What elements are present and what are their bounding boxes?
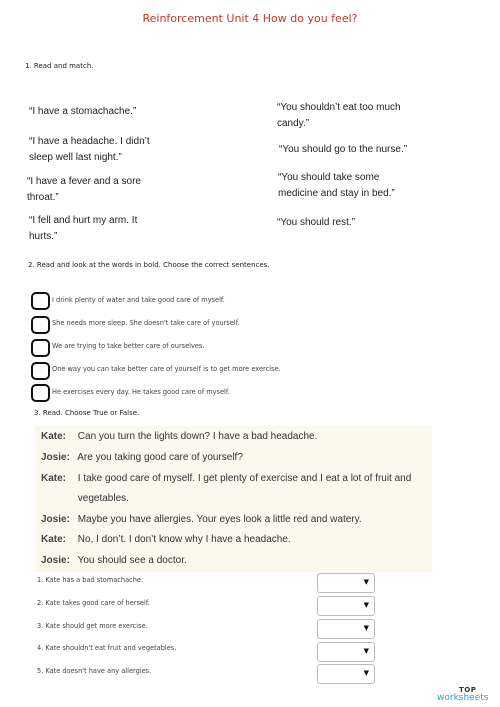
dialog-speaker: Kate:	[41, 473, 67, 484]
dialog-text: No, I don’t. I don’t know why I have a headache.	[77, 534, 291, 545]
sentence-2: She needs more sleep. She doesn't take care of yourself.	[52, 319, 240, 327]
answer-dropdown-4[interactable]	[317, 642, 375, 662]
answer-dropdown-3[interactable]	[317, 619, 375, 639]
answer-dropdown-2[interactable]	[317, 596, 375, 616]
match-right-2[interactable]	[279, 142, 459, 158]
logo-worksheets: worksheets	[437, 693, 489, 703]
match-right-2-line: “You should go to the nurse.”	[279, 144, 408, 155]
sentence-checkbox-5[interactable]	[31, 384, 50, 402]
dialog-line-7	[41, 555, 187, 566]
match-left-1[interactable]	[29, 104, 199, 120]
section3-heading: 3. Read. Choose True or False.	[34, 409, 140, 417]
section2-heading: 2. Read and look at the words in bold. Choose the correct sentences.	[28, 261, 270, 269]
sentence-4: One way you can take better care of yourself is to get more exercise.	[52, 365, 281, 373]
match-left-3-line2: throat.”	[27, 192, 59, 203]
section1-heading: 1. Read and match.	[25, 62, 94, 70]
match-right-4-line: “You should rest.”	[277, 217, 356, 228]
sentence-checkbox-2[interactable]	[31, 316, 50, 334]
dialog-text: You should see a doctor.	[77, 555, 187, 566]
match-left-3-line1: “I have a fever and a sore	[27, 176, 141, 187]
caret-down-icon: ▼	[363, 601, 369, 609]
dialog-line-1	[41, 431, 317, 442]
match-left-3[interactable]	[27, 174, 197, 206]
dialog-speaker: Kate:	[41, 534, 67, 545]
match-left-1-line: “I have a stomachache.”	[29, 106, 137, 117]
dialog-line-5	[41, 514, 362, 525]
dialog-speaker: Josie:	[41, 514, 70, 525]
match-left-4-line1: “I fell and hurt my arm. It	[29, 215, 138, 226]
caret-down-icon: ▼	[363, 624, 369, 632]
dialog-speaker: Josie:	[41, 452, 70, 463]
answer-dropdown-1[interactable]	[317, 573, 375, 593]
sentence-checkbox-4[interactable]	[31, 362, 50, 380]
caret-down-icon: ▼	[363, 578, 369, 586]
question-5: 5. Kate doesn't have any allergies.	[37, 667, 152, 675]
dialog-text: Are you taking good care of yourself?	[77, 452, 243, 463]
match-left-2-line1: “I have a headache. I didn’t	[29, 136, 150, 147]
caret-down-icon: ▼	[363, 669, 369, 677]
dialog-box	[35, 426, 432, 572]
match-left-4-line2: hurts.”	[29, 231, 58, 242]
dialog-text: Can you turn the lights down? I have a bad headache.	[77, 431, 318, 442]
match-right-3-line2: medicine and stay in bed.”	[278, 188, 395, 199]
sentence-3: We are trying to take better care of ourselves.	[52, 342, 205, 350]
dialog-text: I take good care of myself. I get plenty of exercise and I eat a lot of fruit and	[77, 473, 412, 484]
match-right-1[interactable]	[277, 100, 457, 132]
question-1: 1. Kate has a bad stomachache.	[37, 576, 144, 584]
dialog-speaker: Kate:	[41, 431, 67, 442]
match-right-1-line2: candy.”	[277, 118, 310, 129]
dialog-line-4	[41, 493, 129, 504]
sentence-checkbox-3[interactable]	[31, 339, 50, 357]
match-right-1-line1: “You shouldn’t eat too much	[277, 102, 401, 113]
match-right-3[interactable]	[278, 170, 458, 202]
sentence-checkbox-1[interactable]	[31, 292, 50, 310]
question-2: 2. Kate takes good care of herself.	[37, 599, 150, 607]
page-title: Reinforcement Unit 4 How do you feel?	[142, 12, 358, 25]
dialog-speaker: Josie:	[41, 555, 70, 566]
sentence-1: I drink plenty of water and take good care of myself.	[52, 296, 225, 304]
dialog-text: Maybe you have allergies. Your eyes look a little red and watery.	[77, 514, 362, 525]
match-left-4[interactable]	[29, 213, 199, 245]
dialog-line-3	[41, 473, 411, 484]
sentence-5: He exercises every day. He takes good care of myself.	[52, 388, 230, 396]
match-left-2-line2: sleep well last night.”	[29, 152, 122, 163]
question-3: 3. Kate should get more exercise.	[37, 622, 148, 630]
answer-dropdown-5[interactable]	[317, 664, 375, 684]
match-left-2[interactable]	[29, 134, 199, 166]
logo-top: TOP	[459, 686, 477, 694]
dialog-line-6	[41, 534, 291, 545]
dialog-line-2	[41, 452, 243, 463]
match-right-4[interactable]	[277, 215, 457, 231]
caret-down-icon: ▼	[363, 647, 369, 655]
question-4: 4. Kate shouldn't eat fruit and vegetables.	[37, 644, 177, 652]
dialog-text: vegetables.	[77, 493, 129, 504]
match-right-3-line1: “You should take some	[278, 172, 380, 183]
